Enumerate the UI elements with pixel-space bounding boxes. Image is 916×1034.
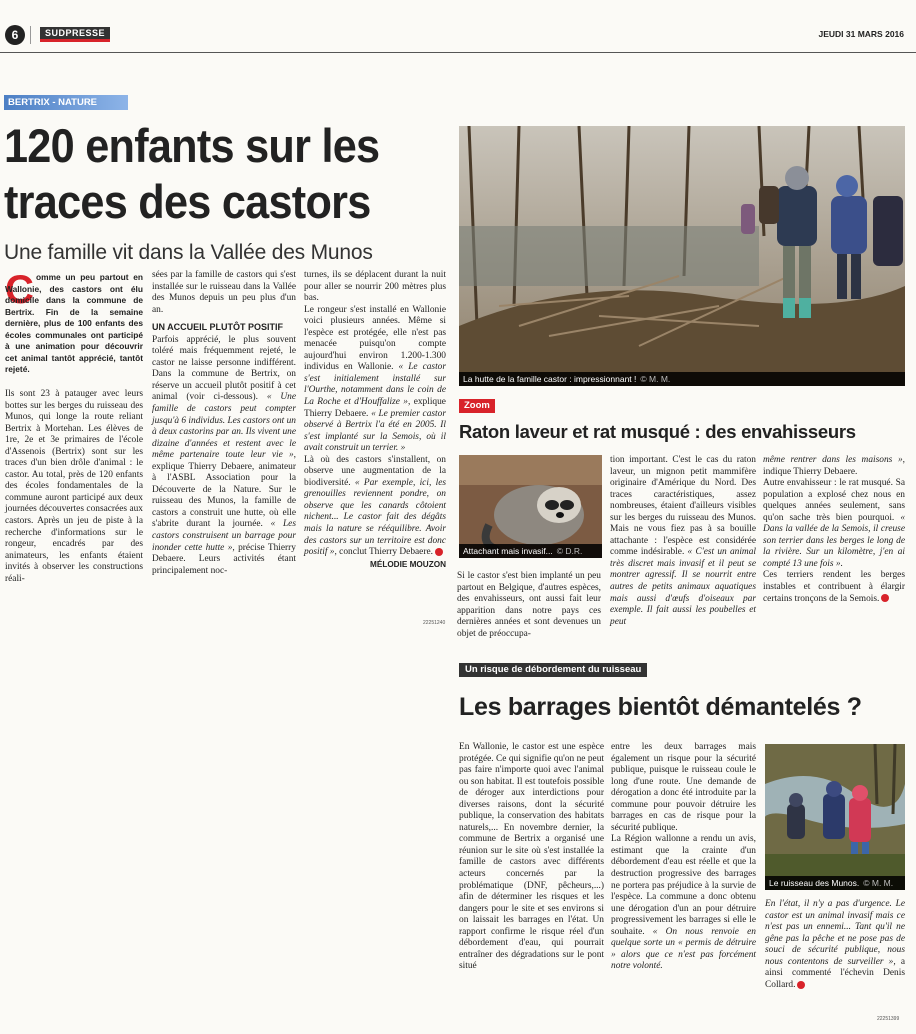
main-col-3: turnes, ils se déplacent durant la nuit pour aller se nourrir 200 mètres plus bas. Le rongeur s'est installé en Wallonie voici plusieurs années. Même si l'espèce est protégée, elle n'est pas menacée puisqu'on compte aujourd'hui environ 1.200-1.300 individus en Wallonie. « Le castor s'est initialement installé sur l'Ourthe, notamment dans le coin de La Roche et d'Houffalize », explique Thierry Debaere. « Le premier castor observé à Bertrix l'a été en 2005. Il s'est implanté sur la Semois, où il avait construit un terrier. » Là où des castors s'installent, on observe une augmentation de la biodiversité. « Par exemple, ici, les grenouilles reviennent pondre, on observe que les canards côtoient nichent... Le castor fait des dégâts mais la nature se rééquilibre. Avoir des castors sur un territoire est donc positif », conclut Thierry Debaere. MÉLODIE MOUZON: [304, 270, 447, 569]
zoom-tag: Zoom: [459, 399, 495, 413]
zoom-col-2: tion important. C'est le cas du raton laveur, un mignon petit mammifère originaire d'Amérique du Nord. Des traces caractéristiques, assez nombreuses, étaient d'ailleurs visibles sur les berges du ruisseau des Munos. Mais ne vous fiez pas à sa bouille attachante : l'espèce est considérée comme indésirable. « C'est un animal très discret mais invasif et il peut se montrer agressif. Il se nourrit entre autres de petits animaux aquatiques mais aussi d'œufs d'oiseaux par exemple. Il fait aussi les poubelles et peut: [610, 455, 756, 627]
raccoon-photo: [459, 455, 602, 558]
subheadline: Une famille vit dans la Vallée des Munos: [4, 241, 373, 264]
main-col-2: sées par la famille de castors qui s'est installée sur le ruisseau dans la Vallée des Munos depuis un peu plus d'un an. UN ACCUEIL PLUTÔT POSITIF Parfois apprécié, le plus souvent toléré mais fréquemment rejeté, le castor ne laisse personne indifférent. Dans la commune de Bertrix, on réserve un accueil plutôt positif à cet animal (voir ci-dessous). « Une famille de castors peut compter jusqu'à 6 individus. Les castors ont un à deux castorins par an. Ils vivent une dizaine d'années et restent avec le même partenaire toute leur vie », explique Thierry Debaere, animateur à l'ASBL Association pour la Découverte de la Nature. Sur le ruisseau des Munos, la famille de castors a construit une hutte, où elle s'abrite durant la journée. « Les castors construisent un barrage pour inonder cette hutte », précise Thierry Debaere. Leurs activités étant principalement noc-: [152, 270, 296, 576]
zoom-col-1: Si le castor s'est bien implanté un peu partout en Belgique, d'autres espèces, des envahisseurs, ont aussi fait leur apparition dans notre pays ces dernières années et sont devenues un objet de préoccupa-: [457, 571, 601, 639]
dams-col-1: En Wallonie, le castor est une espèce protégée. Ce qui signifie qu'on ne peut pas faire n'importe quoi avec l'animal ou son habitat. Il est toutefois possible de déroger aux interdictions pour diverses raisons, dont la sécurité publique, la conservation des habitats naturels,... En novembre dernier, la commune de Bertrix a organisé une réunion sur le site où s'est installée la famille de castors avec différents acteurs concernés par la problématique (DNF, pêcheurs,...) afin de déterminer les risques et les dangers pour le site et ses environs si on laissait les barrages en l'état. Un rapport confirme le risque réel d'un débordement d'eau, qui pourrait entraîner des dégradations sur le pont situé: [459, 742, 604, 972]
page-number: 6: [5, 25, 25, 45]
zoom-photo-caption: Attachant mais invasif... © D.R.: [459, 544, 602, 558]
headline: [4, 118, 418, 230]
section-subhead: UN ACCUEIL PLUTÔT POSITIF: [152, 322, 284, 333]
page-header: [0, 18, 916, 54]
headline-line-2: traces des castors: [4, 175, 371, 228]
dams-tag: Un risque de débordement du ruisseau: [459, 663, 647, 677]
end-mark-icon: [435, 548, 443, 556]
beaver-lodge-image: [459, 126, 905, 386]
raccoon-image: [459, 455, 602, 558]
zoom-title: Raton laveur et rat musqué : des envahisseurs: [459, 421, 856, 442]
article-ref: 22251240: [423, 620, 446, 626]
beaver-lodge-photo: [459, 126, 905, 386]
dropcap: C: [5, 268, 34, 312]
dams-title: Les barrages bientôt démantelés ?: [459, 693, 862, 721]
dams-article-ref: 22251399: [877, 1016, 900, 1022]
stream-photo: [765, 744, 905, 890]
main-col-1: Ils sont 23 à patauger avec leurs bottes sur les berges du ruisseau des Munos, qui longe la route reliant Bertrix à Mortehan. Les élèves de 1re, 2e et 3e primaires de l'école d'Assenois (Bertrix) sont sur les traces d'un bien drôle d'animal : le castor. Au total, près de 120 enfants des écoles fondamentales de la commune auront participé aux deux journées découvertes consacrées aux castors. Après un jeu de piste à la recherche d'informations sur le rongeur, encadrés par des animateurs, les enfants étaient invités à observer les constructions réali-: [5, 389, 143, 584]
stream-image: [765, 744, 905, 890]
zoom-end-mark-icon: [881, 594, 889, 602]
dams-end-mark-icon: [797, 981, 805, 989]
dams-col-2: entre les deux barrages mais également un risque pour la sécurité publique, puisque le ruisseau coule le long d'une route. Une demande de dérogation a donc été introduite par la commune pour pouvoir détruire les barrages en cas de risque pour la sécurité publique. La Région wallonne a rendu un avis, estimant que la crainte d'un débordement d'eau est réelle et que la destruction progressive des barrages ne portera pas préjudice à la survie de l'espèce. La commune a donc obtenu une dérogation d'un an pour détruire progressivement les barrages si elle le souhaite. « On nous renvoie en quelque sorte un « permis de détruire » alors que ce n'est pas forcément notre volonté.: [611, 742, 756, 972]
photo-caption: La hutte de la famille castor : impressionnant ! © M. M.: [459, 372, 905, 386]
lead-paragraph: omme un peu partout en Wallonie, des castors ont élu domicile dans la commune de Bertrix. Fin de la semaine dernière, plus de 100 enfants des écoles communales ont participé à une animation pour découvrir cet animal tantôt apprécié, tantôt rejeté.: [5, 272, 143, 375]
headline-line-1: 120 enfants sur les: [4, 119, 380, 172]
page-date: JEUDI 31 MARS 2016: [818, 29, 904, 39]
brand-logo: SUDPRESSE: [40, 27, 110, 42]
author-signature: MÉLODIE MOUZON: [370, 559, 446, 569]
zoom-col-3: même rentrer dans les maisons », indique Thierry Debaere. Autre envahisseur : le rat musqué. Sa population a explosé chez nous en quelques années seulement, sans qu'on sache très bien pourquoi. « Dans la vallée de la Semois, il creuse son terrier dans les berges le long de la rivière. Sur un kilomètre, j'en ai compté 13 une fois ». Ces terriers rendent les berges instables et contribuent à élargir certains tronçons de la Semois.: [763, 455, 905, 604]
stream-photo-caption: Le ruisseau des Munos. © M. M.: [765, 876, 905, 890]
rubric-label: BERTRIX - NATURE: [4, 95, 128, 110]
dams-col-3: En l'état, il n'y a pas d'urgence. Le castor est un animal invasif mais ce n'est pas un ennemi... Tant qu'il ne gêne pas la pêche et ne pose pas de souci de sécurité publique, nous nous contentons de surveiller », a ainsi commenté l'échevin Denis Collard.: [765, 899, 906, 990]
